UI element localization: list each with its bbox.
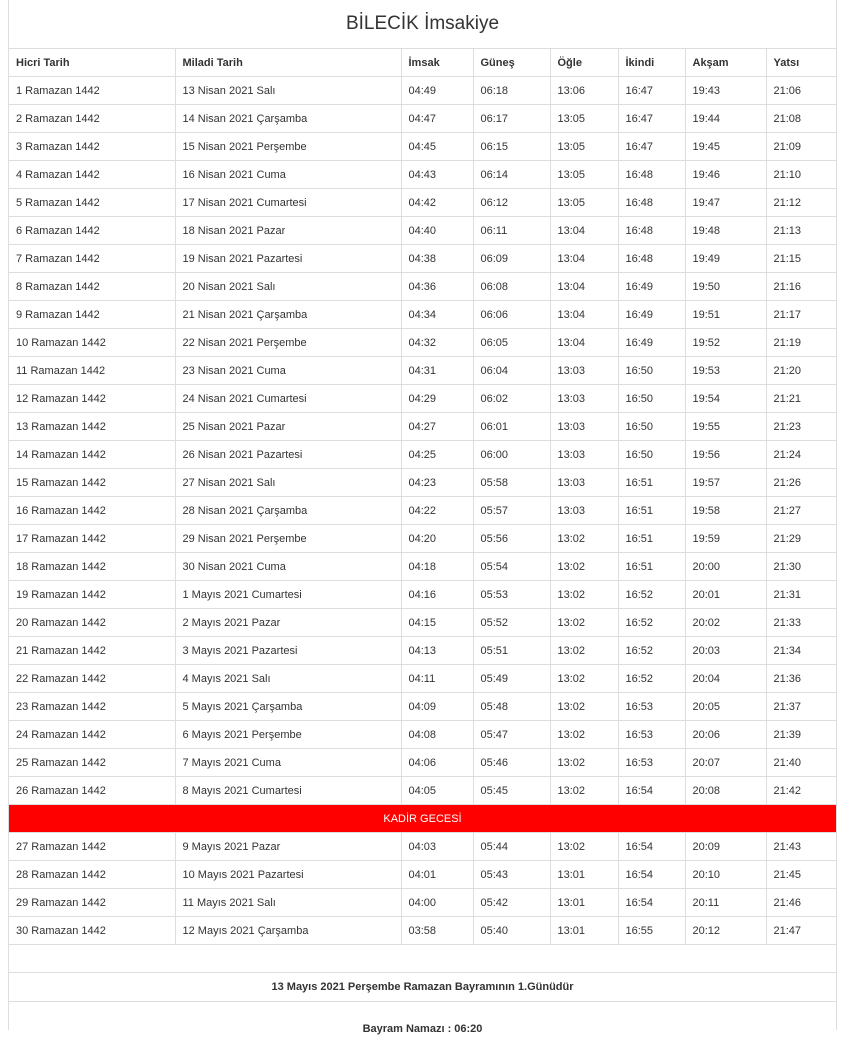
table-row — [9, 721, 836, 749]
table-cell: 06:01 — [473, 413, 550, 441]
table-cell: 16:50 — [618, 441, 685, 469]
table-cell: 13:03 — [550, 497, 618, 525]
table-cell: 21:39 — [766, 721, 836, 749]
kadir-gecesi-label: KADİR GECESİ — [9, 805, 836, 833]
table-cell: 13:04 — [550, 217, 618, 245]
table-cell: 15 Ramazan 1442 — [9, 469, 175, 497]
table-cell: 19:57 — [685, 469, 766, 497]
table-row — [9, 357, 836, 385]
table-cell: 20 Nisan 2021 Salı — [175, 273, 401, 301]
table-cell: 16:48 — [618, 161, 685, 189]
table-cell: 22 Ramazan 1442 — [9, 665, 175, 693]
table-cell: 20:08 — [685, 777, 766, 805]
table-cell: 20:02 — [685, 609, 766, 637]
table-cell: 20 Ramazan 1442 — [9, 609, 175, 637]
table-cell: 19:51 — [685, 301, 766, 329]
table-cell: 13:01 — [550, 861, 618, 889]
table-cell: 19:53 — [685, 357, 766, 385]
table-cell: 21:21 — [766, 385, 836, 413]
table-cell: 04:00 — [401, 889, 473, 917]
table-cell: 13:05 — [550, 189, 618, 217]
table-cell: 16:52 — [618, 581, 685, 609]
table-cell: 05:57 — [473, 497, 550, 525]
table-cell: 29 Nisan 2021 Perşembe — [175, 525, 401, 553]
table-row — [9, 917, 836, 945]
table-cell: 04:43 — [401, 161, 473, 189]
table-cell: 21 Ramazan 1442 — [9, 637, 175, 665]
table-cell: 20:04 — [685, 665, 766, 693]
table-row — [9, 189, 836, 217]
table-cell: 06:05 — [473, 329, 550, 357]
header-yatsi: Yatsı — [766, 49, 836, 77]
table-cell: 13:04 — [550, 273, 618, 301]
table-cell: 13:02 — [550, 581, 618, 609]
table-cell: 19:47 — [685, 189, 766, 217]
table-cell: 13:02 — [550, 833, 618, 861]
table-cell: 21:47 — [766, 917, 836, 945]
table-cell: 05:49 — [473, 665, 550, 693]
table-row — [9, 273, 836, 301]
table-cell: 05:43 — [473, 861, 550, 889]
table-row — [9, 301, 836, 329]
table-cell: 21:24 — [766, 441, 836, 469]
table-cell: 21:42 — [766, 777, 836, 805]
table-cell: 10 Ramazan 1442 — [9, 329, 175, 357]
table-cell: 27 Ramazan 1442 — [9, 833, 175, 861]
table-cell: 26 Nisan 2021 Pazartesi — [175, 441, 401, 469]
table-cell: 13:03 — [550, 413, 618, 441]
table-cell: 10 Mayıs 2021 Pazartesi — [175, 861, 401, 889]
table-cell: 04:23 — [401, 469, 473, 497]
table-cell: 7 Ramazan 1442 — [9, 245, 175, 273]
imsakiye-panel — [8, 0, 837, 1035]
table-cell: 05:45 — [473, 777, 550, 805]
table-cell: 06:14 — [473, 161, 550, 189]
table-cell: 20:10 — [685, 861, 766, 889]
table-cell: 04:20 — [401, 525, 473, 553]
table-cell: 21:34 — [766, 637, 836, 665]
header-ikindi: İkindi — [618, 49, 685, 77]
imsakiye-table — [9, 49, 836, 945]
table-cell: 04:38 — [401, 245, 473, 273]
table-cell: 16:50 — [618, 385, 685, 413]
table-cell: 04:06 — [401, 749, 473, 777]
table-cell: 21:40 — [766, 749, 836, 777]
table-row — [9, 105, 836, 133]
table-row — [9, 693, 836, 721]
table-cell: 21 Nisan 2021 Çarşamba — [175, 301, 401, 329]
table-cell: 21:29 — [766, 525, 836, 553]
table-cell: 06:04 — [473, 357, 550, 385]
table-cell: 20:00 — [685, 553, 766, 581]
table-cell: 04:31 — [401, 357, 473, 385]
table-cell: 16:53 — [618, 721, 685, 749]
bayram-namazi-text: Bayram Namazı : 06:20 — [362, 1023, 483, 1035]
table-cell: 16:50 — [618, 413, 685, 441]
table-cell: 16 Nisan 2021 Cuma — [175, 161, 401, 189]
table-cell: 13:05 — [550, 161, 618, 189]
table-cell: 19:50 — [685, 273, 766, 301]
table-cell: 20:11 — [685, 889, 766, 917]
table-cell: 16:52 — [618, 609, 685, 637]
table-cell: 13:06 — [550, 77, 618, 105]
table-cell: 16:48 — [618, 245, 685, 273]
table-cell: 05:52 — [473, 609, 550, 637]
table-row — [9, 777, 836, 805]
table-cell: 16:51 — [618, 469, 685, 497]
table-row — [9, 497, 836, 525]
header-row — [9, 49, 836, 77]
table-cell: 25 Ramazan 1442 — [9, 749, 175, 777]
table-cell: 06:00 — [473, 441, 550, 469]
table-cell: 16:52 — [618, 665, 685, 693]
table-cell: 30 Nisan 2021 Cuma — [175, 553, 401, 581]
table-cell: 18 Nisan 2021 Pazar — [175, 217, 401, 245]
table-cell: 21:12 — [766, 189, 836, 217]
table-cell: 21:26 — [766, 469, 836, 497]
table-cell: 13:02 — [550, 553, 618, 581]
table-cell: 21:27 — [766, 497, 836, 525]
table-cell: 04:47 — [401, 105, 473, 133]
table-cell: 13 Nisan 2021 Salı — [175, 77, 401, 105]
table-cell: 16:54 — [618, 861, 685, 889]
table-cell: 05:56 — [473, 525, 550, 553]
table-cell: 13:03 — [550, 357, 618, 385]
table-cell: 16:51 — [618, 525, 685, 553]
bayram-text: 13 Mayıs 2021 Perşembe Ramazan Bayramının 1.Günüdür — [9, 973, 836, 1002]
table-cell: 13:05 — [550, 105, 618, 133]
table-cell: 06:11 — [473, 217, 550, 245]
table-cell: 24 Ramazan 1442 — [9, 721, 175, 749]
table-cell: 05:51 — [473, 637, 550, 665]
table-cell: 13:04 — [550, 245, 618, 273]
table-cell: 19 Nisan 2021 Pazartesi — [175, 245, 401, 273]
table-cell: 21:09 — [766, 133, 836, 161]
table-cell: 21:23 — [766, 413, 836, 441]
table-cell: 13:01 — [550, 889, 618, 917]
table-cell: 13 Ramazan 1442 — [9, 413, 175, 441]
table-row — [9, 245, 836, 273]
table-cell: 11 Ramazan 1442 — [9, 357, 175, 385]
table-cell: 16:55 — [618, 917, 685, 945]
table-cell: 21:17 — [766, 301, 836, 329]
table-cell: 16:53 — [618, 693, 685, 721]
table-cell: 14 Nisan 2021 Çarşamba — [175, 105, 401, 133]
table-cell: 03:58 — [401, 917, 473, 945]
table-cell: 19 Ramazan 1442 — [9, 581, 175, 609]
table-cell: 04:13 — [401, 637, 473, 665]
table-cell: 19:44 — [685, 105, 766, 133]
table-cell: 20:12 — [685, 917, 766, 945]
table-cell: 2 Mayıs 2021 Pazar — [175, 609, 401, 637]
table-row — [9, 833, 836, 861]
table-cell: 16:48 — [618, 217, 685, 245]
table-cell: 16:54 — [618, 889, 685, 917]
table-cell: 21:15 — [766, 245, 836, 273]
table-cell: 3 Ramazan 1442 — [9, 133, 175, 161]
table-cell: 21:36 — [766, 665, 836, 693]
table-cell: 04:16 — [401, 581, 473, 609]
table-cell: 23 Ramazan 1442 — [9, 693, 175, 721]
table-cell: 06:02 — [473, 385, 550, 413]
table-cell: 16:48 — [618, 189, 685, 217]
table-cell: 8 Ramazan 1442 — [9, 273, 175, 301]
table-cell: 21:06 — [766, 77, 836, 105]
table-cell: 21:16 — [766, 273, 836, 301]
table-row — [9, 441, 836, 469]
table-cell: 04:49 — [401, 77, 473, 105]
table-cell: 13:02 — [550, 665, 618, 693]
table-cell: 16:47 — [618, 133, 685, 161]
table-cell: 21:20 — [766, 357, 836, 385]
table-cell: 04:18 — [401, 553, 473, 581]
table-cell: 1 Mayıs 2021 Cumartesi — [175, 581, 401, 609]
table-cell: 05:53 — [473, 581, 550, 609]
header-imsak: İmsak — [401, 49, 473, 77]
table-cell: 16:47 — [618, 77, 685, 105]
table-cell: 04:15 — [401, 609, 473, 637]
table-cell: 6 Mayıs 2021 Perşembe — [175, 721, 401, 749]
rows-before — [9, 77, 836, 805]
table-cell: 04:11 — [401, 665, 473, 693]
table-cell: 05:48 — [473, 693, 550, 721]
table-cell: 06:18 — [473, 77, 550, 105]
table-cell: 16:54 — [618, 777, 685, 805]
table-row — [9, 749, 836, 777]
table-cell: 19:48 — [685, 217, 766, 245]
table-cell: 04:05 — [401, 777, 473, 805]
table-cell: 06:15 — [473, 133, 550, 161]
table-cell: 5 Mayıs 2021 Çarşamba — [175, 693, 401, 721]
table-cell: 06:06 — [473, 301, 550, 329]
table-cell: 05:47 — [473, 721, 550, 749]
table-cell: 19:55 — [685, 413, 766, 441]
table-cell: 11 Mayıs 2021 Salı — [175, 889, 401, 917]
table-row — [9, 133, 836, 161]
table-cell: 04:34 — [401, 301, 473, 329]
table-cell: 13:02 — [550, 525, 618, 553]
table-cell: 7 Mayıs 2021 Cuma — [175, 749, 401, 777]
table-row — [9, 217, 836, 245]
header-hicri: Hicri Tarih — [9, 49, 175, 77]
table-row — [9, 553, 836, 581]
table-cell: 16:50 — [618, 357, 685, 385]
table-cell: 19:54 — [685, 385, 766, 413]
table-cell: 06:09 — [473, 245, 550, 273]
spacer-row — [9, 945, 836, 973]
table-cell: 16:47 — [618, 105, 685, 133]
table-cell: 13:02 — [550, 637, 618, 665]
table-cell: 17 Nisan 2021 Cumartesi — [175, 189, 401, 217]
table-cell: 21:43 — [766, 833, 836, 861]
table-cell: 04:32 — [401, 329, 473, 357]
table-cell: 20:06 — [685, 721, 766, 749]
table-cell: 25 Nisan 2021 Pazar — [175, 413, 401, 441]
table-cell: 16:51 — [618, 553, 685, 581]
table-cell: 22 Nisan 2021 Perşembe — [175, 329, 401, 357]
table-cell: 20:05 — [685, 693, 766, 721]
table-cell: 04:42 — [401, 189, 473, 217]
table-cell: 19:52 — [685, 329, 766, 357]
table-cell: 04:45 — [401, 133, 473, 161]
table-row — [9, 861, 836, 889]
table-row — [9, 413, 836, 441]
table-cell: 21:33 — [766, 609, 836, 637]
table-row — [9, 581, 836, 609]
table-cell: 1 Ramazan 1442 — [9, 77, 175, 105]
table-cell: 8 Mayıs 2021 Cumartesi — [175, 777, 401, 805]
table-cell: 16:49 — [618, 329, 685, 357]
table-cell: 04:25 — [401, 441, 473, 469]
table-cell: 13:02 — [550, 777, 618, 805]
table-cell: 9 Mayıs 2021 Pazar — [175, 833, 401, 861]
header-miladi: Miladi Tarih — [175, 49, 401, 77]
table-row — [9, 609, 836, 637]
table-row — [9, 469, 836, 497]
highlight-section — [9, 805, 836, 833]
table-cell: 6 Ramazan 1442 — [9, 217, 175, 245]
page-title: BİLECİK İmsakiye — [9, 0, 836, 49]
table-cell: 23 Nisan 2021 Cuma — [175, 357, 401, 385]
table-cell: 20:03 — [685, 637, 766, 665]
table-cell: 3 Mayıs 2021 Pazartesi — [175, 637, 401, 665]
table-cell: 5 Ramazan 1442 — [9, 189, 175, 217]
table-cell: 19:59 — [685, 525, 766, 553]
table-cell: 21:19 — [766, 329, 836, 357]
table-cell: 13:04 — [550, 301, 618, 329]
table-cell: 05:54 — [473, 553, 550, 581]
table-cell: 13:01 — [550, 917, 618, 945]
table-cell: 06:12 — [473, 189, 550, 217]
table-cell: 12 Mayıs 2021 Çarşamba — [175, 917, 401, 945]
header-ogle: Öğle — [550, 49, 618, 77]
table-cell: 20:09 — [685, 833, 766, 861]
table-cell: 21:30 — [766, 553, 836, 581]
table-cell: 13:04 — [550, 329, 618, 357]
table-cell: 21:13 — [766, 217, 836, 245]
table-cell: 19:49 — [685, 245, 766, 273]
header-gunes: Güneş — [473, 49, 550, 77]
table-cell: 05:40 — [473, 917, 550, 945]
table-cell: 12 Ramazan 1442 — [9, 385, 175, 413]
table-cell: 04:01 — [401, 861, 473, 889]
table-cell: 13:03 — [550, 441, 618, 469]
table-cell: 06:08 — [473, 273, 550, 301]
table-cell: 21:08 — [766, 105, 836, 133]
table-cell: 2 Ramazan 1442 — [9, 105, 175, 133]
table-cell: 28 Ramazan 1442 — [9, 861, 175, 889]
table-cell: 05:42 — [473, 889, 550, 917]
table-row — [9, 889, 836, 917]
table-cell: 21:31 — [766, 581, 836, 609]
table-cell: 13:02 — [550, 721, 618, 749]
table-cell: 04:27 — [401, 413, 473, 441]
table-cell: 29 Ramazan 1442 — [9, 889, 175, 917]
table-cell: 04:08 — [401, 721, 473, 749]
table-cell: 19:56 — [685, 441, 766, 469]
table-cell: 21:10 — [766, 161, 836, 189]
table-cell: 19:45 — [685, 133, 766, 161]
table-cell: 16 Ramazan 1442 — [9, 497, 175, 525]
table-cell: 9 Ramazan 1442 — [9, 301, 175, 329]
kadir-gecesi-row — [9, 805, 836, 833]
table-row — [9, 329, 836, 357]
table-cell: 13:02 — [550, 749, 618, 777]
table-cell: 14 Ramazan 1442 — [9, 441, 175, 469]
table-cell: 30 Ramazan 1442 — [9, 917, 175, 945]
table-cell: 21:45 — [766, 861, 836, 889]
table-cell: 13:02 — [550, 693, 618, 721]
table-cell: 20:07 — [685, 749, 766, 777]
table-cell: 13:05 — [550, 133, 618, 161]
table-cell: 04:22 — [401, 497, 473, 525]
table-cell: 18 Ramazan 1442 — [9, 553, 175, 581]
table-cell: 21:46 — [766, 889, 836, 917]
table-cell: 13:03 — [550, 385, 618, 413]
table-cell: 27 Nisan 2021 Salı — [175, 469, 401, 497]
table-cell: 06:17 — [473, 105, 550, 133]
table-cell: 05:46 — [473, 749, 550, 777]
table-cell: 05:44 — [473, 833, 550, 861]
table-cell: 16:51 — [618, 497, 685, 525]
table-cell: 19:43 — [685, 77, 766, 105]
header-aksam: Akşam — [685, 49, 766, 77]
table-row — [9, 525, 836, 553]
table-cell: 04:36 — [401, 273, 473, 301]
rows-after — [9, 833, 836, 945]
table-cell: 4 Mayıs 2021 Salı — [175, 665, 401, 693]
table-cell: 04:03 — [401, 833, 473, 861]
table-row — [9, 385, 836, 413]
table-cell: 26 Ramazan 1442 — [9, 777, 175, 805]
table-cell: 04:40 — [401, 217, 473, 245]
table-cell: 16:54 — [618, 833, 685, 861]
table-cell: 19:46 — [685, 161, 766, 189]
table-cell: 16:49 — [618, 273, 685, 301]
table-cell: 16:52 — [618, 637, 685, 665]
table-cell: 28 Nisan 2021 Çarşamba — [175, 497, 401, 525]
table-cell: 4 Ramazan 1442 — [9, 161, 175, 189]
table-row — [9, 665, 836, 693]
table-cell: 21:37 — [766, 693, 836, 721]
table-cell: 17 Ramazan 1442 — [9, 525, 175, 553]
table-cell: 24 Nisan 2021 Cumartesi — [175, 385, 401, 413]
table-cell: 15 Nisan 2021 Perşembe — [175, 133, 401, 161]
table-row — [9, 77, 836, 105]
table-cell: 13:03 — [550, 469, 618, 497]
table-cell: 13:02 — [550, 609, 618, 637]
table-cell: 05:58 — [473, 469, 550, 497]
table-cell: 20:01 — [685, 581, 766, 609]
table-cell: 16:53 — [618, 749, 685, 777]
table-cell: 04:09 — [401, 693, 473, 721]
table-cell: 16:49 — [618, 301, 685, 329]
table-cell: 19:58 — [685, 497, 766, 525]
table-row — [9, 161, 836, 189]
table-cell: 04:29 — [401, 385, 473, 413]
table-row — [9, 637, 836, 665]
